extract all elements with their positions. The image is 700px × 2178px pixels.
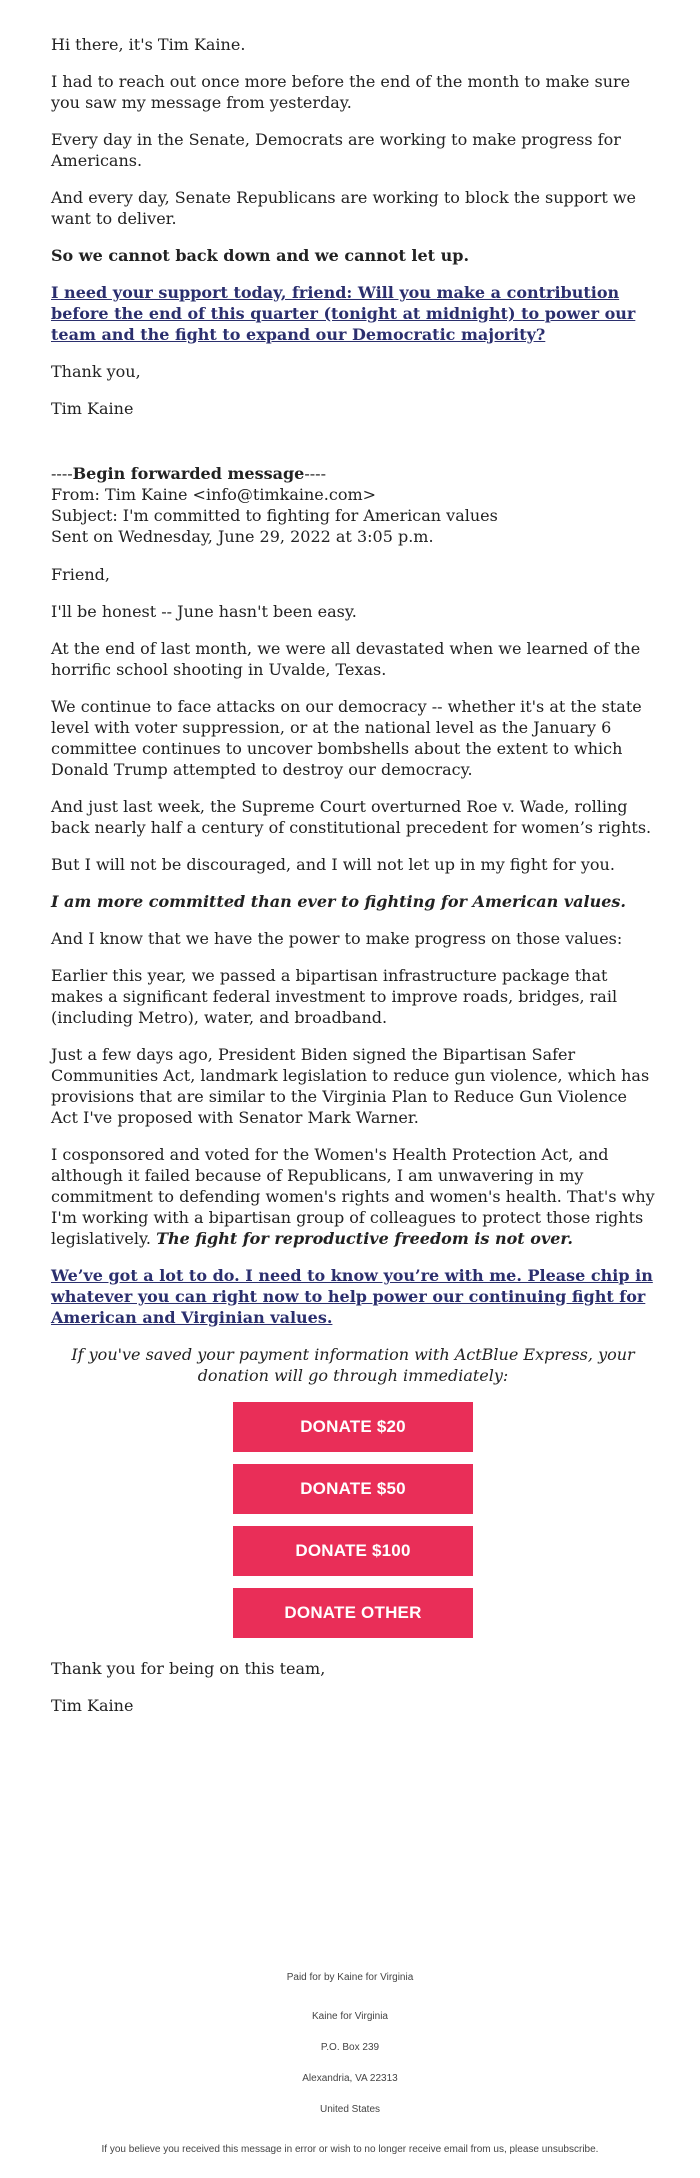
intro-signature: Tim Kaine bbox=[51, 399, 134, 418]
unsubscribe-link[interactable]: unsubscribe bbox=[541, 2144, 596, 2155]
forwarded-from: From: Tim Kaine <info@timkaine.com> bbox=[51, 485, 377, 504]
donate-50-button[interactable]: DONATE $50 bbox=[233, 1464, 473, 1514]
body-paragraph-10 bbox=[51, 1144, 655, 1249]
forwarded-message bbox=[51, 463, 655, 1716]
body-cta-link[interactable]: We’ve got a lot to do. I need to know you’re with me. Please chip in whatever you can right now to help power our continuing fight for American and Virginian values. bbox=[51, 1266, 653, 1327]
intro-bold-paragraph: So we cannot back down and we cannot let up. bbox=[51, 246, 470, 265]
dashes-post: ---- bbox=[304, 464, 326, 483]
body-paragraph-10-text: I cosponsored and voted for the Women's Health Protection Act, and although it failed because of Republicans, I am unwavering in my commitment to defending women's rights and women's health. That's why I'm working with a bipartisan group of colleagues to protect those rights legislatively. bbox=[51, 1145, 655, 1248]
salutation: Friend, bbox=[51, 565, 110, 584]
unsubscribe-line bbox=[0, 2143, 700, 2157]
donate-buttons bbox=[51, 1402, 655, 1638]
body-bold-italic-paragraph: I am more committed than ever to fighting for American values. bbox=[51, 892, 626, 911]
unsubscribe-period: . bbox=[595, 2144, 599, 2155]
body-paragraph-3: We continue to face attacks on our democracy -- whether it's at the state level with voter suppression, or at the national level as the January 6 committee continues to uncover bombshells about the extent to which Donald Trump attempted to destroy our democracy. bbox=[51, 697, 642, 779]
intro-cta-paragraph bbox=[51, 282, 655, 345]
body-paragraph-9: Just a few days ago, President Biden signed the Bipartisan Safer Communities Act, landmark legislation to reduce gun violence, which has provisions that are similar to the Virginia Plan to Reduce Gun Violence Act I've proposed with Senator Mark Warner. bbox=[51, 1045, 650, 1127]
donate-other-button[interactable]: DONATE OTHER bbox=[233, 1588, 473, 1638]
body-paragraph-2: At the end of last month, we were all devastated when we learned of the horrific school shooting in Uvalde, Texas. bbox=[51, 639, 641, 679]
intro-cta-link[interactable]: I need your support today, friend: Will you make a contribution before the end of this quarter (tonight at midnight) to power our team and the fight to expand our Democratic majority? bbox=[51, 283, 636, 344]
intro-thanks: Thank you, bbox=[51, 362, 141, 381]
body-paragraph-8: Earlier this year, we passed a bipartisan infrastructure package that makes a significant federal investment to improve roads, bridges, rail (including Metro), water, and broadband. bbox=[51, 966, 618, 1027]
body-cta-paragraph bbox=[51, 1265, 655, 1328]
body-paragraph-1: I'll be honest -- June hasn't been easy. bbox=[51, 602, 357, 621]
donate-20-button[interactable]: DONATE $20 bbox=[233, 1402, 473, 1452]
unsubscribe-text: If you believe you received this message in error or wish to no longer receive email from us, please bbox=[101, 2144, 542, 2155]
closing-thanks: Thank you for being on this team, bbox=[51, 1659, 326, 1678]
footer-city: Alexandria, VA 22313 bbox=[302, 2073, 398, 2084]
forwarded-header bbox=[51, 463, 655, 547]
forwarded-begin-line bbox=[51, 463, 655, 484]
email-body bbox=[51, 34, 655, 1732]
body-paragraph-5: But I will not be discouraged, and I will not let up in my fight for you. bbox=[51, 855, 615, 874]
actblue-note: If you've saved your payment information with ActBlue Express, your donation will go through immediately: bbox=[71, 1345, 635, 1385]
paid-for-disclaimer: Paid for by Kaine for Virginia bbox=[286, 1972, 414, 1983]
closing bbox=[51, 1658, 655, 1716]
intro-paragraph-1: I had to reach out once more before the end of the month to make sure you saw my message from yesterday. bbox=[51, 72, 631, 112]
body-paragraph-4: And just last week, the Supreme Court overturned Roe v. Wade, rolling back nearly half a century of constitutional precedent for women’s rights. bbox=[51, 797, 652, 837]
body-paragraph-10-emphasis: The fight for reproductive freedom is not over. bbox=[156, 1229, 573, 1248]
footer-country: United States bbox=[319, 2104, 381, 2115]
forwarded-subject: Subject: I'm committed to fighting for American values bbox=[51, 506, 498, 525]
greeting: Hi there, it's Tim Kaine. bbox=[51, 35, 246, 54]
donate-100-button[interactable]: DONATE $100 bbox=[233, 1526, 473, 1576]
dashes-pre: ---- bbox=[51, 464, 73, 483]
footer-org: Kaine for Virginia bbox=[312, 2011, 388, 2022]
forwarded-sent: Sent on Wednesday, June 29, 2022 at 3:05 p.m. bbox=[51, 527, 434, 546]
intro-paragraph-3: And every day, Senate Republicans are working to block the support we want to deliver. bbox=[51, 188, 636, 228]
footer-po-box: P.O. Box 239 bbox=[320, 2042, 380, 2053]
closing-signature: Tim Kaine bbox=[51, 1696, 134, 1715]
begin-forwarded-label: Begin forwarded message bbox=[72, 464, 305, 483]
intro-paragraph-2: Every day in the Senate, Democrats are working to make progress for Americans. bbox=[51, 130, 621, 170]
body-paragraph-7: And I know that we have the power to make progress on those values: bbox=[51, 929, 623, 948]
